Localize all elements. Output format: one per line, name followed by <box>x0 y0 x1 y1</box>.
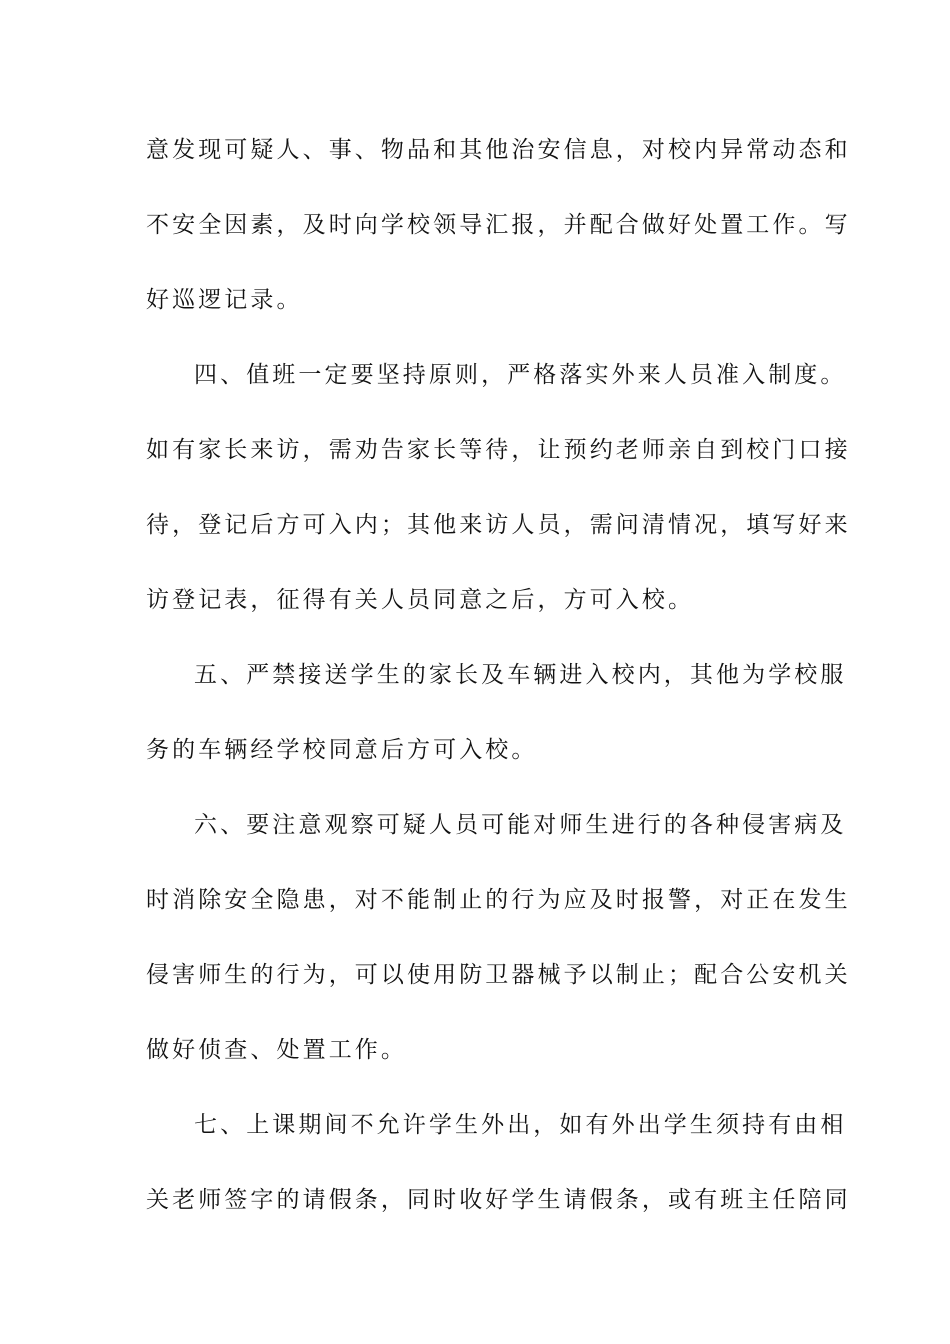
paragraph-four-start: 四、值班一定要坚持原则，严格落实外来人员准入制度。 <box>194 362 847 388</box>
text-line: 务的车辆经学校同意后方可入校。 <box>146 737 538 763</box>
paragraph-seven-start: 七、上课期间不允许学生外出，如有外出学生须持有由相 <box>194 1112 847 1138</box>
text-line: 好巡逻记录。 <box>146 287 303 313</box>
text-line: 时消除安全隐患，对不能制止的行为应及时报警，对正在发生 <box>146 887 851 913</box>
text-line: 意发现可疑人、事、物品和其他治安信息，对校内异常动态和 <box>146 137 851 163</box>
text-line: 侵害师生的行为，可以使用防卫器械予以制止；配合公安机关 <box>146 962 851 988</box>
text-line: 关老师签字的请假条，同时收好学生请假条，或有班主任陪同 <box>146 1187 851 1213</box>
paragraph-five-start: 五、严禁接送学生的家长及车辆进入校内，其他为学校服 <box>194 662 847 688</box>
paragraph-six-start: 六、要注意观察可疑人员可能对师生进行的各种侵害病及 <box>194 812 847 838</box>
text-line: 待，登记后方可入内；其他来访人员，需问清情况，填写好来 <box>146 512 851 538</box>
text-line: 如有家长来访，需劝告家长等待，让预约老师亲自到校门口接 <box>146 437 851 463</box>
text-line: 访登记表，征得有关人员同意之后，方可入校。 <box>146 587 695 613</box>
text-line: 做好侦查、处置工作。 <box>146 1037 407 1063</box>
text-line: 不安全因素，及时向学校领导汇报，并配合做好处置工作。写 <box>146 212 851 238</box>
